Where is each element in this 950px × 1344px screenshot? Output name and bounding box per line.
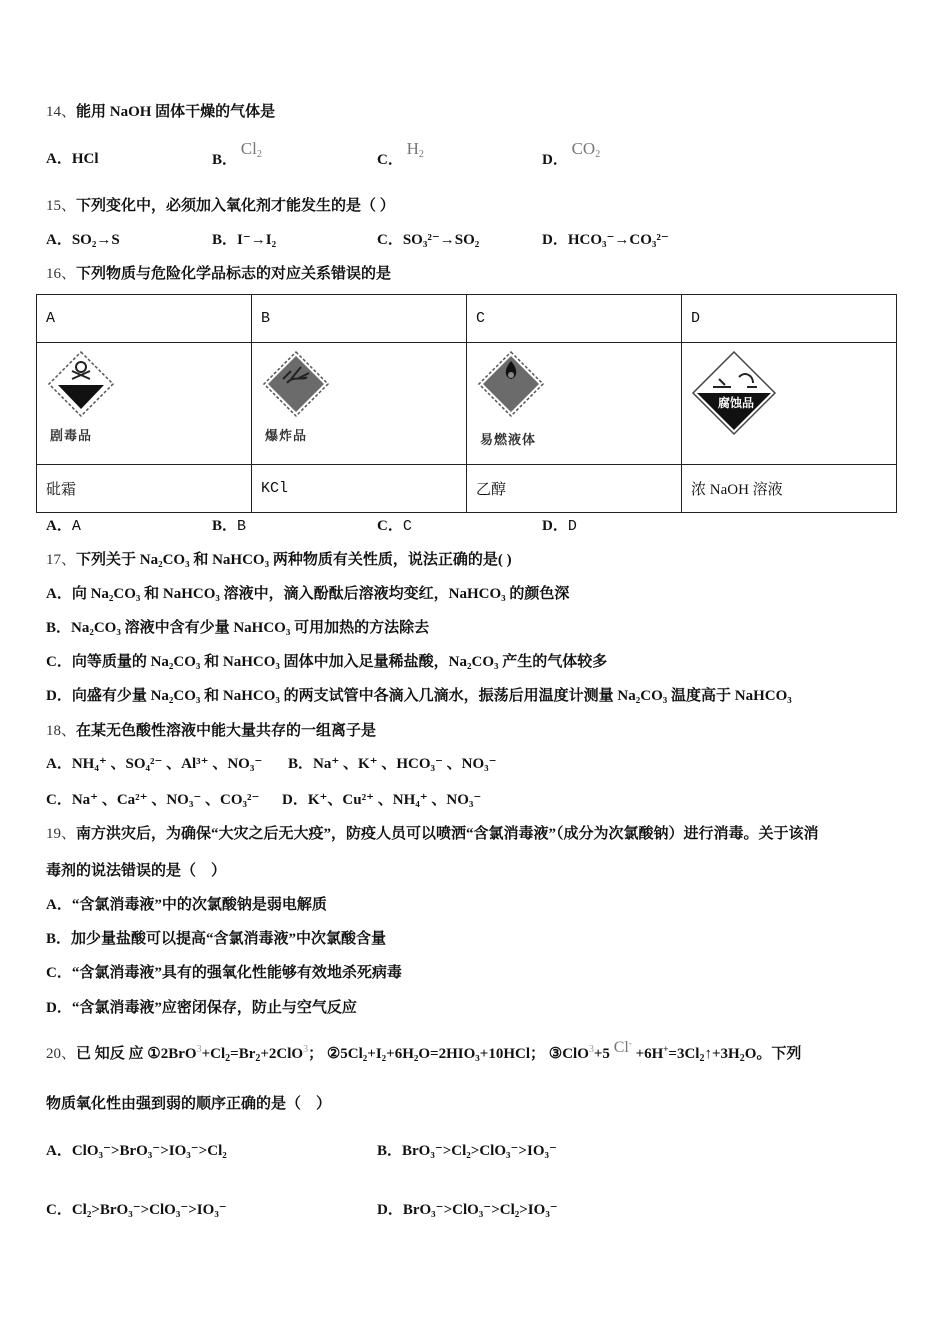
hazard-table-sign-row [37, 343, 897, 465]
sign-cell-a [37, 343, 252, 465]
q17-stem: 17、下列关于 Na₂CO₃ 和 NaHCO₃ 两种物质有关性质，说法正确的是( ) [46, 552, 512, 568]
q20-option-c: C．Cl₂>BrO₃⁻>ClO₃⁻>IO₃⁻ [46, 1202, 227, 1218]
substance-cell-a: 砒霜 [37, 465, 252, 513]
q17-option-a: A．向 Na₂CO₃ 和 NaHCO₃ 溶液中，滴入酚酞后溶液均变红，NaHCO₃ 的颜色深 [46, 586, 570, 602]
q20-stem-line2: 物质氧化性由强到弱的顺序正确的是（ ） [46, 1096, 332, 1112]
q14-option-b: B． $Cl_2$ [212, 139, 262, 168]
toxic-sign-icon [46, 349, 116, 429]
q19-stem: 19、南方洪灾后，为确保“大灾之后无大疫”，防疫人员可以喷洒“含氯消毒液”（成分为次氯酸钠）进行消毒。关于该消 [46, 826, 819, 842]
q19-option-a: A．“含氯消毒液”中的次氯酸钠是弱电解质 [46, 897, 327, 913]
header-cell-b: B [252, 295, 467, 343]
formula-cl2: $Cl_2$ [240, 139, 262, 160]
hazard-table-header-row [37, 295, 897, 343]
q20-option-a: A．ClO₃⁻>BrO₃⁻>IO₃⁻>Cl₂ [46, 1143, 227, 1159]
flammable-liquid-sign-icon [476, 349, 546, 429]
sign-label: 爆炸品 [265, 428, 308, 444]
formula-h2: $H_2$ [406, 139, 424, 160]
q15-option-b: B．I⁻→I₂ [212, 232, 277, 248]
explosive-sign-icon [261, 349, 331, 429]
sign-cell-c [467, 343, 682, 465]
q14-stem: 14、能用 NaOH 固体干燥的气体是 [46, 104, 276, 120]
q14-option-c: C． $H_2$ [377, 139, 424, 168]
substance-cell-b: KCl [252, 465, 467, 513]
q16-stem: 16、下列物质与危险化学品标志的对应关系错误的是 [46, 266, 392, 282]
q14-option-a: A．HCl [46, 151, 99, 167]
sign-label: 易燃液体 [480, 432, 537, 448]
hazard-table [36, 294, 897, 513]
sign-cell-b [252, 343, 467, 465]
corrosive-sign-icon [691, 349, 781, 439]
sign-cell-d [682, 343, 897, 465]
q18-stem: 18、在某无色酸性溶液中能大量共存的一组离子是 [46, 723, 377, 739]
q16-option-a: A．A [46, 518, 81, 535]
q17-option-b: B．Na₂CO₃ 溶液中含有少量 NaHCO₃ 可用加热的方法除去 [46, 620, 430, 636]
q20-option-b: B．BrO₃⁻>Cl₂>ClO₃⁻>IO₃⁻ [377, 1143, 557, 1159]
q15-option-d: D．HCO₃⁻→CO₃²⁻ [542, 232, 669, 248]
q16-option-b: B．B [212, 518, 247, 535]
q18-option-a: A．NH₄⁺ 、SO₄²⁻ 、Al³⁺ 、NO₃⁻ [46, 756, 263, 772]
q14-option-d: D． $CO_2$ [542, 139, 601, 168]
q16-option-c: C．C [377, 518, 412, 535]
substance-cell-c: 乙醇 [467, 465, 682, 513]
q15-option-c: C．SO₃²⁻→SO₂ [377, 232, 480, 248]
q19-stem-line2: 毒剂的说法错误的是（ ） [46, 863, 227, 879]
header-cell-c: C [467, 295, 682, 343]
svg-text:腐蚀品: 腐蚀品 [718, 395, 755, 410]
q20-stem: 20、已 知反 应 $①2BrO^3+Cl_2=Br_2+2ClO^3$； ②5Cl₂+I₂+6H₂O=2HIO₃+10HCl； ③ClO$^3$+5 $Cl^- +6H^+=3Cl_2↑+3H_2O$。下列 [46, 1038, 802, 1064]
hazard-table-substance-row [37, 465, 897, 513]
q18-option-c: C．Na⁺ 、Ca²⁺ 、NO₃⁻ 、CO₃²⁻ [46, 792, 260, 808]
header-cell-d: D [682, 295, 897, 343]
q19-option-d: D．“含氯消毒液”应密闭保存，防止与空气反应 [46, 1000, 357, 1016]
substance-cell-d: 浓 NaOH 溶液 [682, 465, 897, 513]
q15-stem: 15、下列变化中，必须加入氧化剂才能发生的是（ ） [46, 198, 395, 214]
q19-option-b: B．加少量盐酸可以提高“含氯消毒液”中次氯酸含量 [46, 931, 387, 947]
q17-option-d: D．向盛有少量 Na₂CO₃ 和 NaHCO₃ 的两支试管中各滴入几滴水，振荡后用温度计测量 Na₂CO₃ 温度高于 NaHCO₃ [46, 688, 792, 704]
q16-option-d: D．D [542, 518, 577, 535]
sign-label: 剧毒品 [50, 428, 93, 444]
q19-option-c: C．“含氯消毒液”具有的强氧化性能够有效地杀死病毒 [46, 965, 402, 981]
q20-option-d: D．BrO₃⁻>ClO₃⁻>Cl₂>IO₃⁻ [377, 1202, 558, 1218]
q15-option-a: A．SO₂→S [46, 232, 120, 248]
q17-option-c: C．向等质量的 Na₂CO₃ 和 NaHCO₃ 固体中加入足量稀盐酸，Na₂CO₃ 产生的气体较多 [46, 654, 608, 670]
q18-option-b: B．Na⁺ 、K⁺ 、HCO₃⁻ 、NO₃⁻ [288, 756, 497, 772]
q18-option-d: D．K⁺、Cu²⁺ 、NH₄⁺ 、NO₃⁻ [282, 792, 482, 808]
formula-co2: $CO_2$ [571, 139, 601, 160]
header-cell-a: A [37, 295, 252, 343]
